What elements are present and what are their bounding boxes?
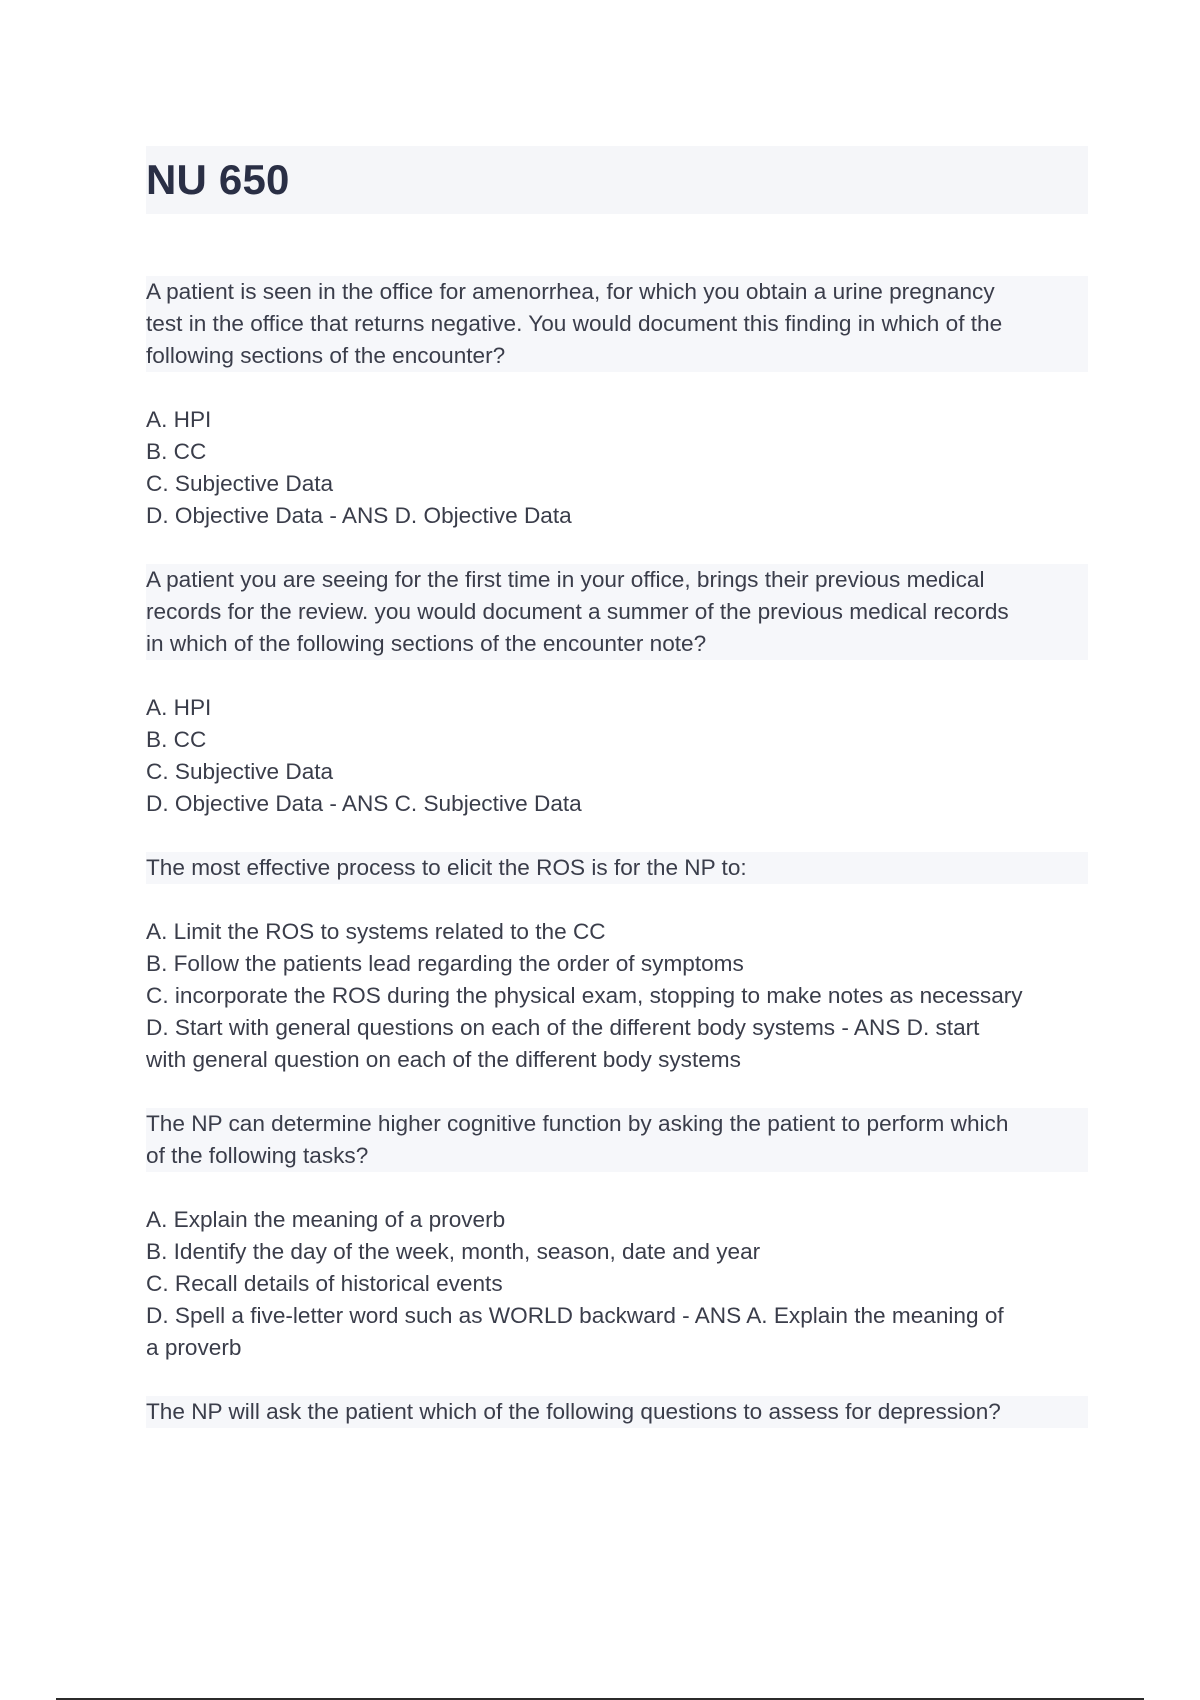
answer-option: B. Identify the day of the week, month, season, date and year [146,1239,761,1264]
answer-option: C. Recall details of historical events [146,1271,503,1296]
question-stem-line: of the following tasks? [146,1140,1088,1172]
answer-option-with-answer: D. Objective Data - ANS D. Objective Data [146,503,572,528]
question-stem-line: The most effective process to elicit the ROS is for the NP to: [146,852,1088,884]
answer-options [146,692,1088,820]
answer-option: B. CC [146,727,207,752]
question-stem-line: following sections of the encounter? [146,340,1088,372]
answer-options [146,1204,1088,1364]
question-stem [146,852,1088,884]
question-stem [146,1396,1088,1428]
answer-options [146,916,1088,1076]
question-stem [146,1108,1088,1172]
question-stem-line: The NP can determine higher cognitive function by asking the patient to perform which [146,1108,1088,1140]
answer-option: C. Subjective Data [146,759,334,784]
answer-option: A. HPI [146,695,212,720]
answer-option: C. incorporate the ROS during the physical exam, stopping to make notes as necessary [146,983,1023,1008]
answer-option: B. CC [146,439,207,464]
answer-option: A. Explain the meaning of a proverb [146,1207,506,1232]
page-title: NU 650 [146,156,290,203]
question-list [146,276,1088,1460]
answer-options [146,404,1088,532]
question-stem-line: in which of the following sections of the encounter note? [146,628,1088,660]
question-stem [146,564,1088,660]
answer-option: C. Subjective Data [146,471,334,496]
question-stem-line: A patient is seen in the office for amenorrhea, for which you obtain a urine pregnancy [146,276,1088,308]
answer-option: A. Limit the ROS to systems related to the CC [146,919,606,944]
answer-option: A. HPI [146,407,212,432]
answer-option-with-answer: D. Start with general questions on each of the different body systems - ANS D. start [146,1015,980,1040]
question-stem [146,276,1088,372]
question-stem-line: records for the review. you would document a summer of the previous medical records [146,596,1088,628]
answer-option-with-answer: D. Objective Data - ANS C. Subjective Data [146,791,582,816]
answer-option-with-answer: D. Spell a five-letter word such as WORLD backward - ANS A. Explain the meaning of [146,1303,1004,1328]
answer-option: B. Follow the patients lead regarding the order of symptoms [146,951,744,976]
question-stem-line: The NP will ask the patient which of the following questions to assess for depression? [146,1396,1088,1428]
question-stem-line: test in the office that returns negative. You would document this finding in which of the [146,308,1088,340]
answer-option-with-answer: with general question on each of the different body systems [146,1047,741,1072]
title-bar [146,146,1088,214]
answer-option-with-answer: a proverb [146,1335,242,1360]
question-stem-line: A patient you are seeing for the first time in your office, brings their previous medical [146,564,1088,596]
